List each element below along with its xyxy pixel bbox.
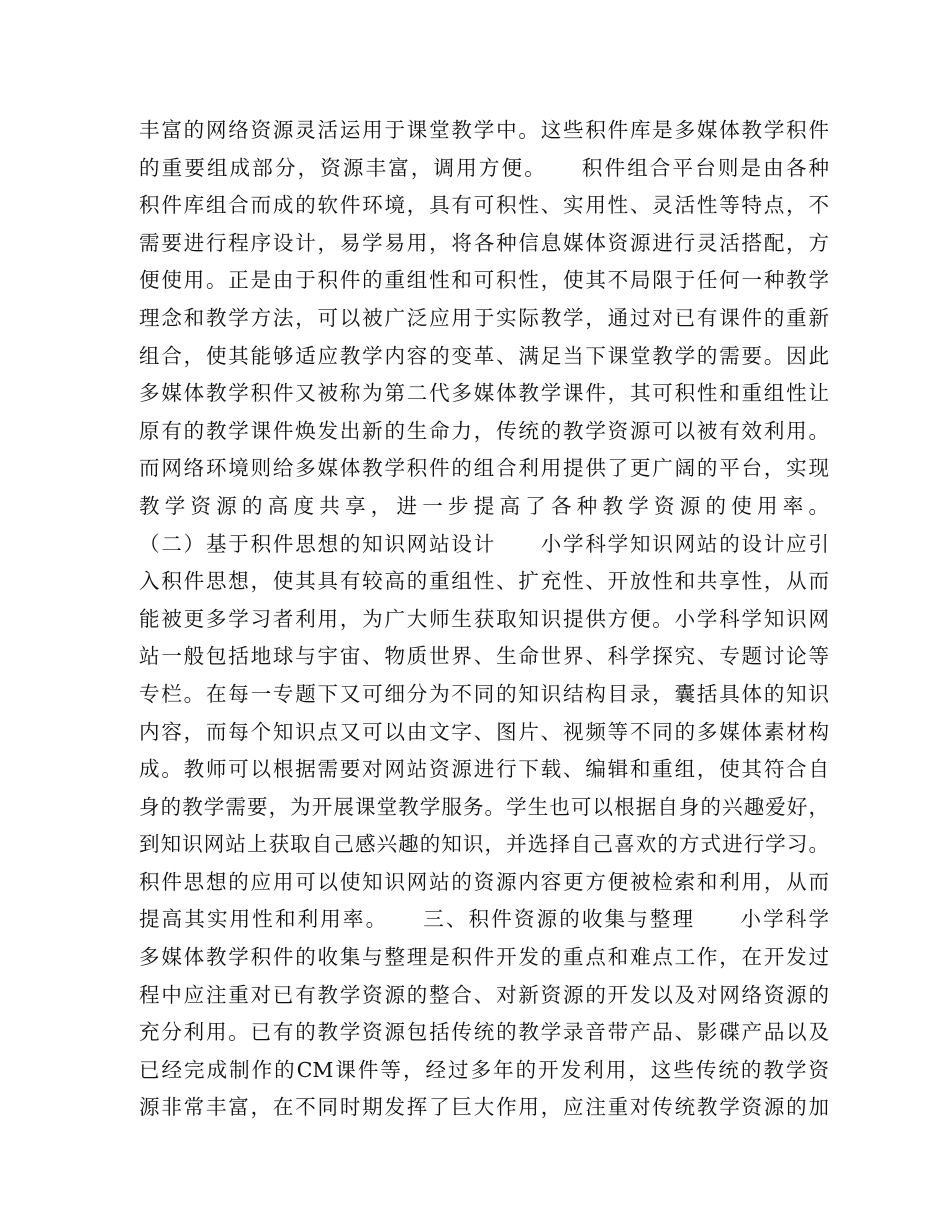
text-line: 教学资源的高度共享，进一步提高了各种教学资源的使用率。 (139, 493, 829, 518)
text-line: 身的教学需要，为开展课堂教学服务。学生也可以根据自身的兴趣爱好， (139, 794, 829, 819)
text-line: 专栏。在每一专题下又可细分为不同的知识结构目录，囊括具体的知识 (139, 681, 829, 706)
text-line: 内容，而每个知识点又可以由文字、图片、视频等不同的多媒体素材构 (139, 719, 829, 744)
text-line: 能被更多学习者利用，为广大师生获取知识提供方便。小学科学知识网 (139, 606, 829, 631)
text-line: 积件库组合而成的软件环境，具有可积性、实用性、灵活性等特点，不 (139, 193, 829, 218)
text-line: 理念和教学方法，可以被广泛应用于实际教学，通过对已有课件的重新 (139, 305, 829, 330)
text-line: 源非常丰富，在不同时期发挥了巨大作用，应注重对传统教学资源的加 (139, 1095, 829, 1120)
text-line: 便使用。正是由于积件的重组性和可积性，使其不局限于任何一种教学 (139, 268, 829, 293)
body-text (139, 112, 829, 1127)
text-line: 多媒体教学积件的收集与整理是积件开发的重点和难点工作，在开发过 (139, 945, 829, 970)
text-line: 原有的教学课件焕发出新的生命力，传统的教学资源可以被有效利用。 (139, 418, 829, 443)
text-line: 的重要组成部分，资源丰富，调用方便。 积件组合平台则是由各种 (139, 155, 829, 180)
section-heading-line: （二）基于积件思想的知识网站设计 小学科学知识网站的设计应引 (139, 531, 829, 556)
text-line: 组合，使其能够适应教学内容的变革、满足当下课堂教学的需要。因此 (139, 343, 829, 368)
text-line: 站一般包括地球与宇宙、物质世界、生命世界、科学探究、专题讨论等 (139, 644, 829, 669)
text-line: 入积件思想，使其具有较高的重组性、扩充性、开放性和共享性，从而 (139, 569, 829, 594)
text-line: 程中应注重对已有教学资源的整合、对新资源的开发以及对网络资源的 (139, 982, 829, 1007)
text-line: 积件思想的应用可以使知识网站的资源内容更方便被检索和利用，从而 (139, 869, 829, 894)
text-line: 而网络环境则给多媒体教学积件的组合利用提供了更广阔的平台，实现 (139, 456, 829, 481)
text-line: 多媒体教学积件又被称为第二代多媒体教学课件，其可积性和重组性让 (139, 381, 829, 406)
text-line: 充分利用。已有的教学资源包括传统的教学录音带产品、影碟产品以及 (139, 1020, 829, 1045)
text-line: 丰富的网络资源灵活运用于课堂教学中。这些积件库是多媒体教学积件 (139, 118, 829, 142)
section-heading-line: 提高其实用性和利用率。 三、积件资源的收集与整理 小学科学 (139, 907, 829, 932)
text-line: 已经完成制作的CM课件等，经过多年的开发利用，这些传统的教学资 (139, 1057, 829, 1082)
text-line: 成。教师可以根据需要对网站资源进行下载、编辑和重组，使其符合自 (139, 757, 829, 782)
text-line: 需要进行程序设计，易学易用，将各种信息媒体资源进行灵活搭配，方 (139, 230, 829, 255)
text-line: 到知识网站上获取自己感兴趣的知识，并选择自己喜欢的方式进行学习。 (139, 832, 829, 857)
